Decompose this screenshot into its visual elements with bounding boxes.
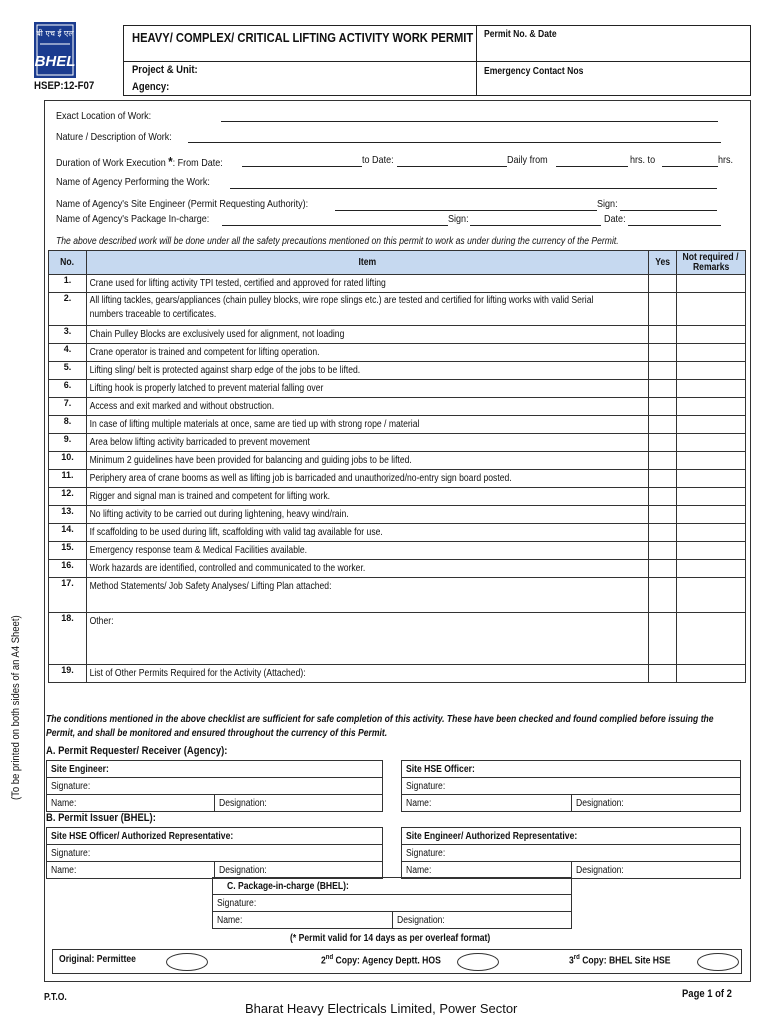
bhel-logo xyxy=(34,22,76,78)
hrs-label: hrs. xyxy=(718,154,734,166)
sign1-label: Sign: xyxy=(597,198,618,210)
row-number: 2. xyxy=(49,293,87,326)
copy-second-checkbox[interactable] xyxy=(457,953,499,971)
yes-cell[interactable] xyxy=(649,560,677,578)
row-number: 14. xyxy=(49,524,87,542)
remarks-cell[interactable] xyxy=(677,344,746,362)
nature-line[interactable] xyxy=(188,142,721,143)
hrs-to-line[interactable] xyxy=(662,166,718,167)
location-label: Exact Location of Work: xyxy=(56,110,152,122)
row-item-text: No lifting activity to be carried out during lightening, heavy wind/rain. xyxy=(89,509,349,520)
box-site-hse-officer: Site HSE Officer: Signature: Name: Designation: xyxy=(401,760,741,812)
row-item xyxy=(87,470,649,488)
row-item-text: Periphery area of crane booms as well as lifting job is barricaded and unauthorized/no-entry sign board posted. xyxy=(89,473,512,484)
name-field[interactable]: Name: xyxy=(47,795,215,812)
yes-cell[interactable] xyxy=(649,434,677,452)
designation-field[interactable]: Designation: xyxy=(571,862,741,879)
table-row xyxy=(49,326,746,344)
remarks-cell[interactable] xyxy=(677,542,746,560)
project-label: Project & Unit: xyxy=(132,64,198,76)
package-incharge-label: Name of Agency's Package In-charge: xyxy=(56,213,210,225)
copy-original-checkbox[interactable] xyxy=(166,953,208,971)
row-item-text: In case of lifting multiple materials at once, same are tied up with strong rope / material xyxy=(89,419,420,430)
precaution-note: The above described work will be done under all the safety precautions mentioned on this permit to work as under during the currency of the Permit. xyxy=(56,236,619,247)
row-number: 11. xyxy=(49,470,87,488)
row-item xyxy=(87,542,649,560)
remarks-cell[interactable] xyxy=(677,380,746,398)
remarks-cell[interactable] xyxy=(677,470,746,488)
row-item-text: Access and exit marked and without obstruction. xyxy=(89,401,275,412)
row-number: 7. xyxy=(49,398,87,416)
row-item xyxy=(87,613,649,665)
date-label: Date: xyxy=(604,213,626,225)
yes-cell[interactable] xyxy=(649,488,677,506)
table-row xyxy=(49,506,746,524)
row-number: 16. xyxy=(49,560,87,578)
table-row xyxy=(49,524,746,542)
permit-no-label: Permit No. & Date xyxy=(484,29,557,40)
table-row xyxy=(49,560,746,578)
name-field[interactable]: Name: xyxy=(47,862,215,879)
row-number: 6. xyxy=(49,380,87,398)
agency-name-line[interactable] xyxy=(230,188,717,189)
copy-third-checkbox[interactable] xyxy=(697,953,739,971)
row-item-text: Rigger and signal man is trained and competent for lifting work. xyxy=(89,491,331,502)
row-item xyxy=(87,398,649,416)
row-item-text: Work hazards are identified, controlled and communicated to the worker. xyxy=(89,563,366,574)
remarks-cell[interactable] xyxy=(677,275,746,293)
section-b-title: B. Permit Issuer (BHEL): xyxy=(46,812,156,824)
col-no: No. xyxy=(49,251,87,275)
table-row xyxy=(49,665,746,683)
row-number: 10. xyxy=(49,452,87,470)
site-engineer-line[interactable] xyxy=(335,210,597,211)
box-site-engineer: Site Engineer: Signature: Name: Designation: xyxy=(46,760,383,812)
yes-cell[interactable] xyxy=(649,293,677,326)
row-item xyxy=(87,344,649,362)
row-item xyxy=(87,524,649,542)
copy-third-label: 3rd Copy: BHEL Site HSE xyxy=(569,954,671,967)
row-number: 5. xyxy=(49,362,87,380)
conditions-note-2: Permit, and shall be monitored and ensured throughout the currency of this Permit. xyxy=(46,728,388,739)
to-date-line[interactable] xyxy=(397,166,507,167)
section-a-title: A. Permit Requester/ Receiver (Agency): xyxy=(46,745,228,757)
designation-field[interactable]: Designation: xyxy=(215,795,383,812)
sign1-line[interactable] xyxy=(620,210,717,211)
signature-field[interactable]: Signature: xyxy=(47,845,383,862)
yes-cell[interactable] xyxy=(649,542,677,560)
remarks-cell[interactable] xyxy=(677,293,746,326)
row-number: 17. xyxy=(49,578,87,613)
signature-field[interactable]: Signature: xyxy=(402,778,741,795)
box-hse-auth-rep: Site HSE Officer/ Authorized Representative: Signature: Name: Designation: xyxy=(46,827,383,879)
table-row xyxy=(49,362,746,380)
row-item-text: Emergency response team & Medical Facilities available. xyxy=(89,545,308,556)
checklist-table xyxy=(48,250,746,683)
svg-text:बी एच ई एल: बी एच ई एल xyxy=(36,29,74,38)
row-item xyxy=(87,506,649,524)
signature-field[interactable]: Signature: xyxy=(47,778,383,795)
yes-cell[interactable] xyxy=(649,416,677,434)
table-row xyxy=(49,398,746,416)
from-date-line[interactable] xyxy=(242,166,362,167)
package-incharge-line[interactable] xyxy=(222,225,448,226)
table-row xyxy=(49,488,746,506)
emergency-label: Emergency Contact Nos xyxy=(484,66,584,77)
daily-from-line[interactable] xyxy=(556,166,628,167)
name-field[interactable]: Name: xyxy=(402,795,572,812)
row-number: 4. xyxy=(49,344,87,362)
row-item-text: Method Statements/ Job Safety Analyses/ Lifting Plan attached: xyxy=(89,581,332,592)
row-item-text: List of Other Permits Required for the Activity (Attached): xyxy=(89,668,306,679)
remarks-cell[interactable] xyxy=(677,326,746,344)
remarks-cell[interactable] xyxy=(677,560,746,578)
agency-label: Agency: xyxy=(132,81,170,93)
row-number: 12. xyxy=(49,488,87,506)
site-engineer-label: Name of Agency's Site Engineer (Permit Requesting Authority): xyxy=(56,198,309,210)
header-table xyxy=(123,25,751,96)
pto-label: P.T.O. xyxy=(44,992,67,1003)
conditions-note-1: The conditions mentioned in the above checklist are sufficient for safe completion of this activity. These have been checked and found complied before issuing the xyxy=(46,714,714,725)
col-yes: Yes xyxy=(649,251,677,275)
yes-cell[interactable] xyxy=(649,665,677,683)
yes-cell[interactable] xyxy=(649,326,677,344)
copies-row xyxy=(52,949,742,974)
row-item-text: Chain Pulley Blocks are exclusively used for alignment, not loading xyxy=(89,329,345,340)
remarks-cell[interactable] xyxy=(677,488,746,506)
row-item xyxy=(87,275,649,293)
table-row xyxy=(49,542,746,560)
row-item xyxy=(87,488,649,506)
row-item-text: All lifting tackles, gears/appliances (chain pulley blocks, wire rope slings etc.) are tested and certified for lifting works with valid Serial numbers traceable to certificates. xyxy=(89,295,594,320)
to-date-label: to Date: xyxy=(362,154,394,166)
row-number: 18. xyxy=(49,613,87,665)
copy-original-label: Original: Permittee xyxy=(59,954,136,965)
signature-field[interactable]: Signature: xyxy=(213,895,572,912)
yes-cell[interactable] xyxy=(649,470,677,488)
yes-cell[interactable] xyxy=(649,506,677,524)
hrs-to-label: hrs. to xyxy=(630,154,656,166)
row-number: 8. xyxy=(49,416,87,434)
svg-text:BHEL: BHEL xyxy=(34,53,76,70)
table-row xyxy=(49,613,746,665)
box-package-in-charge: C. Package-in-charge (BHEL): Signature: Name: Designation: xyxy=(212,877,572,929)
row-item xyxy=(87,326,649,344)
copy-second-label: 2nd Copy: Agency Deptt. HOS xyxy=(321,954,441,967)
table-row xyxy=(49,275,746,293)
remarks-cell[interactable] xyxy=(677,398,746,416)
table-row xyxy=(49,452,746,470)
table-row xyxy=(49,416,746,434)
remarks-cell[interactable] xyxy=(677,506,746,524)
location-line[interactable] xyxy=(221,121,718,122)
row-item-text: Area below lifting activity barricaded to prevent movement xyxy=(89,437,310,448)
row-number: 1. xyxy=(49,275,87,293)
table-row xyxy=(49,434,746,452)
table-row xyxy=(49,293,746,326)
yes-cell[interactable] xyxy=(649,452,677,470)
remarks-cell[interactable] xyxy=(677,524,746,542)
date-line[interactable] xyxy=(628,225,721,226)
row-number: 13. xyxy=(49,506,87,524)
remarks-cell[interactable] xyxy=(677,416,746,434)
designation-field[interactable]: Designation: xyxy=(215,862,383,879)
row-item-text: Crane used for lifting activity TPI tested, certified and approved for rated lifting xyxy=(89,278,386,289)
row-item-text: If scaffolding to be used during lift, scaffolding with valid tag available for use. xyxy=(89,527,383,538)
name-field[interactable]: Name: xyxy=(213,912,393,929)
designation-field[interactable]: Designation: xyxy=(571,795,741,812)
yes-cell[interactable] xyxy=(649,344,677,362)
row-item-text: Crane operator is trained and competent for lifting operation. xyxy=(89,347,320,358)
duration-label: Duration of Work Execution *: From Date: xyxy=(56,154,223,169)
validity-note: (* Permit valid for 14 days as per overleaf format) xyxy=(290,933,491,944)
row-number: 9. xyxy=(49,434,87,452)
remarks-cell[interactable] xyxy=(677,665,746,683)
remarks-cell[interactable] xyxy=(677,578,746,613)
row-item xyxy=(87,362,649,380)
yes-cell[interactable] xyxy=(649,380,677,398)
daily-from-label: Daily from xyxy=(507,154,548,166)
remarks-cell[interactable] xyxy=(677,362,746,380)
row-item xyxy=(87,293,649,326)
yes-cell[interactable] xyxy=(649,524,677,542)
footer-text: Bharat Heavy Electricals Limited, Power Sector xyxy=(245,1001,518,1016)
sign2-label: Sign: xyxy=(448,213,469,225)
designation-field[interactable]: Designation: xyxy=(392,912,572,929)
box-se-auth-rep: Site Engineer/ Authorized Representative: Signature: Name: Designation: xyxy=(401,827,741,879)
side-note: (To be printed on both sides of an A4 Sheet) xyxy=(10,615,22,800)
row-item xyxy=(87,665,649,683)
table-row xyxy=(49,344,746,362)
row-item xyxy=(87,452,649,470)
sign2-line[interactable] xyxy=(470,225,601,226)
row-item-text: Lifting sling/ belt is protected against sharp edge of the jobs to be lifted. xyxy=(89,365,361,376)
name-field[interactable]: Name: xyxy=(402,862,572,879)
table-row xyxy=(49,380,746,398)
row-number: 3. xyxy=(49,326,87,344)
row-number: 19. xyxy=(49,665,87,683)
yes-cell[interactable] xyxy=(649,613,677,665)
row-item xyxy=(87,416,649,434)
row-item-text: Other: xyxy=(89,616,114,627)
form-code: HSEP:12-F07 xyxy=(34,80,95,92)
signature-field[interactable]: Signature: xyxy=(402,845,741,862)
yes-cell[interactable] xyxy=(649,362,677,380)
row-item xyxy=(87,560,649,578)
col-item: Item xyxy=(87,251,649,275)
page-number: Page 1 of 2 xyxy=(682,988,732,1000)
page-title: HEAVY/ COMPLEX/ CRITICAL LIFTING ACTIVITY WORK PERMIT xyxy=(132,30,474,45)
nature-label: Nature / Description of Work: xyxy=(56,131,172,143)
yes-cell[interactable] xyxy=(649,398,677,416)
remarks-cell[interactable] xyxy=(677,613,746,665)
agency-name-label: Name of Agency Performing the Work: xyxy=(56,176,210,188)
row-item xyxy=(87,578,649,613)
yes-cell[interactable] xyxy=(649,578,677,613)
row-item-text: Minimum 2 guidelines have been provided for balancing and guiding jobs to be lifted. xyxy=(89,455,412,466)
row-number: 15. xyxy=(49,542,87,560)
col-remarks: Not required / Remarks xyxy=(677,251,746,275)
remarks-cell[interactable] xyxy=(677,434,746,452)
yes-cell[interactable] xyxy=(649,275,677,293)
row-item xyxy=(87,380,649,398)
table-row xyxy=(49,578,746,613)
table-row xyxy=(49,470,746,488)
remarks-cell[interactable] xyxy=(677,452,746,470)
row-item-text: Lifting hook is properly latched to prevent material falling over xyxy=(89,383,324,394)
row-item xyxy=(87,434,649,452)
